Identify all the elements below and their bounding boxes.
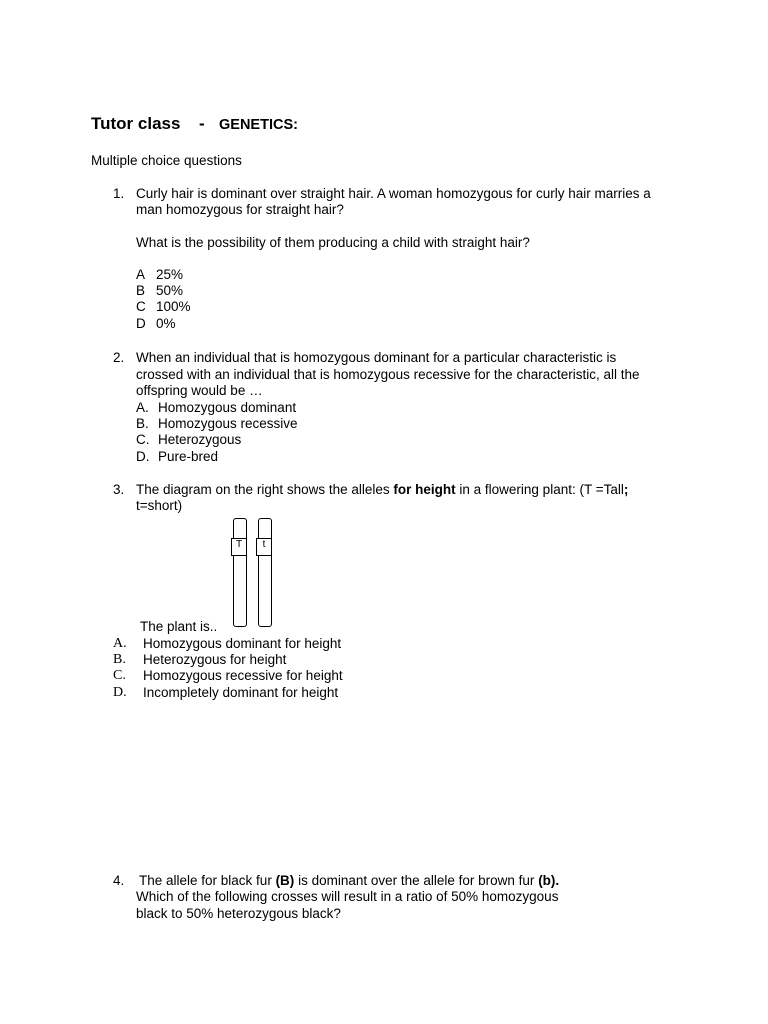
q3-line1-pre: The diagram on the right shows the alleles bbox=[136, 482, 394, 497]
q4-line1-mid: is dominant over the allele for brown fur bbox=[294, 873, 539, 888]
q2-line2: crossed with an individual that is homozygous recessive for the characteristic, all the bbox=[136, 367, 640, 382]
title-text: Tutor class bbox=[91, 114, 181, 133]
title-dash: - bbox=[199, 114, 205, 133]
q1-option-a bbox=[136, 267, 145, 283]
q1-option-b bbox=[136, 283, 145, 299]
q4-line1-b1: (B) bbox=[275, 873, 295, 888]
q1-option-c bbox=[136, 299, 146, 315]
q2-option-b-letter: B. bbox=[136, 416, 149, 431]
q2-option-d-letter: D. bbox=[136, 449, 150, 464]
chromosome-right bbox=[258, 518, 272, 627]
option-letter: B bbox=[136, 283, 146, 298]
q2-option-b-text: Homozygous recessive bbox=[158, 416, 298, 431]
option-letter: C bbox=[136, 299, 146, 314]
q2-option-a-letter: A. bbox=[136, 400, 149, 415]
q3-number: 3. bbox=[113, 482, 125, 497]
q2-number: 2. bbox=[113, 350, 125, 365]
q3-option-a-letter: A. bbox=[113, 636, 127, 651]
q3-option-c-letter: C. bbox=[113, 668, 126, 683]
q1-prompt: What is the possibility of them producing a child with straight hair? bbox=[136, 235, 530, 250]
q3-option-d-letter: D. bbox=[113, 685, 127, 700]
q3-line1 bbox=[136, 482, 628, 498]
q4-number: 4. bbox=[113, 873, 125, 888]
q1-line2: man homozygous for straight hair? bbox=[136, 202, 344, 217]
allele-band-right: t bbox=[256, 538, 272, 556]
q3-line1-semicolon: ; bbox=[623, 482, 629, 497]
section-heading: Multiple choice questions bbox=[91, 153, 242, 168]
q2-option-d-text: Pure-bred bbox=[158, 449, 219, 464]
q3-stem: The plant is.. bbox=[140, 619, 218, 634]
q3-option-b-text: Heterozygous for height bbox=[143, 652, 287, 667]
option-letter: A bbox=[136, 267, 146, 282]
q1-number: 1. bbox=[113, 186, 125, 201]
subject-heading: GENETICS: bbox=[219, 117, 298, 133]
q1-option-d bbox=[136, 316, 146, 332]
q2-option-c-text: Heterozygous bbox=[158, 432, 242, 447]
q3-line1-post: in a flowering plant: (T =Tall bbox=[455, 482, 624, 497]
q3-option-b-letter: B. bbox=[113, 652, 126, 667]
page-title bbox=[91, 116, 180, 132]
q4-line1-b2: (b). bbox=[538, 873, 560, 888]
q2-line1: When an individual that is homozygous dominant for a particular characteristic is bbox=[136, 350, 617, 365]
q4-line1 bbox=[139, 873, 559, 889]
chromosome-left bbox=[233, 518, 247, 627]
q3-line2: t=short) bbox=[136, 498, 183, 513]
q1-option-c-text: 100% bbox=[156, 299, 191, 314]
q1-option-b-text: 50% bbox=[156, 283, 184, 298]
q1-line1: Curly hair is dominant over straight hair. A woman homozygous for curly hair marries a bbox=[136, 186, 651, 201]
q1-option-a-text: 25% bbox=[156, 267, 184, 282]
q4-line1-pre: The allele for black fur bbox=[139, 873, 276, 888]
q1-option-d-text: 0% bbox=[156, 316, 176, 331]
option-letter: D bbox=[136, 316, 146, 331]
q3-line1-bold: for height bbox=[393, 482, 456, 497]
q3-option-d-text: Incompletely dominant for height bbox=[143, 685, 339, 700]
q2-option-c-letter: C. bbox=[136, 432, 150, 447]
q3-option-c-text: Homozygous recessive for height bbox=[143, 668, 343, 683]
q4-line3: black to 50% heterozygous black? bbox=[136, 906, 341, 921]
q2-line3: offspring would be … bbox=[136, 383, 263, 398]
q4-line2: Which of the following crosses will result in a ratio of 50% homozygous bbox=[136, 889, 559, 904]
q3-option-a-text: Homozygous dominant for height bbox=[143, 636, 342, 651]
allele-band-left: T bbox=[231, 538, 247, 556]
q2-option-a-text: Homozygous dominant bbox=[158, 400, 297, 415]
